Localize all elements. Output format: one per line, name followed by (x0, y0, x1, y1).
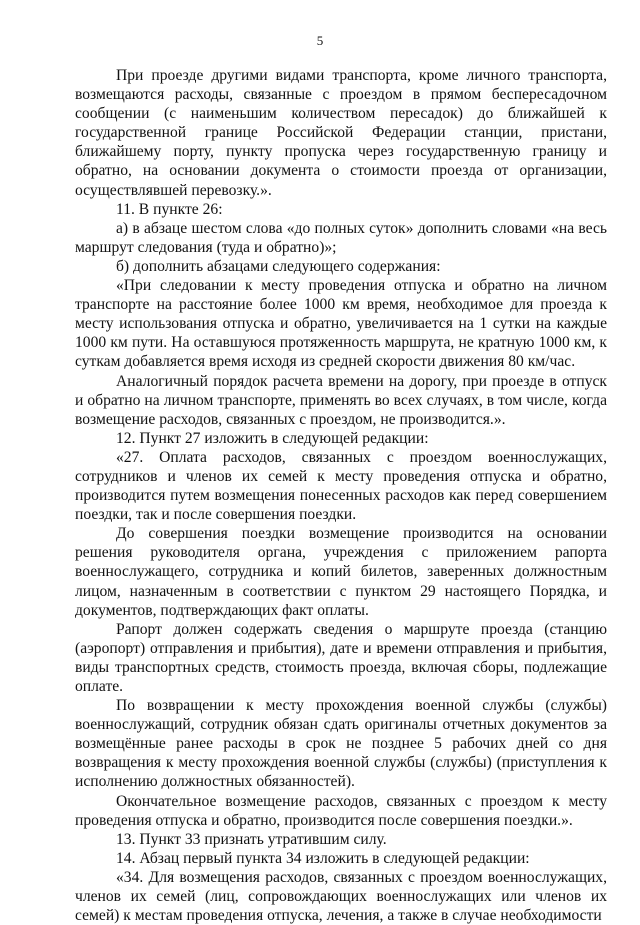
paragraph: 12. Пункт 27 изложить в следующей редакции: (116, 429, 429, 447)
page-number: 5 (316, 33, 324, 48)
paragraph: Аналогичный порядок расчета времени на дорогу, при проезде в отпуск и обратно на личном транспорте, применять во всех случаях, в том числе, когда возмещение расходов, связанных с проездом, не производится.». (75, 372, 607, 428)
paragraph: 11. В пункте 26: (116, 200, 223, 218)
paragraph: а) в абзаце шестом слова «до полных суток» дополнить словами «на весь маршрут следования (туда и обратно)»; (75, 219, 607, 256)
paragraph: 13. Пункт 33 признать утратившим силу. (116, 830, 387, 848)
paragraph: «При следовании к месту проведения отпуска и обратно на личном транспорте на расстояние более 1000 км время, необходимое для проезда к месту использования отпуска и обратно, увеличивается на 1 сутки на каждые 1000 км пути. На оставшуюся протяженность маршрута, не кратную 1000 км, к суткам добавляется время исходя из средней скорости движения 80 км/час. (75, 277, 607, 371)
paragraph: б) дополнить абзацами следующего содержания: (116, 257, 441, 275)
paragraph: Рапорт должен содержать сведения о маршруте проезда (станцию (аэропорт) отправления и прибытия), дате и времени отправления и прибытия, виды транспортных средств, стоимость проезда, включая сборы, подлежащие оплате. (75, 620, 607, 695)
document-body (75, 66, 607, 925)
paragraph: До совершения поездки возмещение производится на основании решения руководителя органа, учреждения с приложением рапорта военнослужащего, сотрудника и копий билетов, заверенных должностным лицом, назначенным в соответствии с пунктом 29 настоящего Порядка, и документов, подтверждающих факт оплаты. (75, 525, 607, 619)
paragraph: Окончательное возмещение расходов, связанных с проездом к месту проведения отпуска и обратно, производится после совершения поездки.». (75, 792, 607, 829)
paragraph: «27. Оплата расходов, связанных с проездом военнослужащих, сотрудников и членов их семей к месту проведения отпуска и обратно, производится путем возмещения понесенных расходов как перед совершением поездки, так и после совершения поездки. (75, 448, 607, 524)
paragraph: По возвращении к месту прохождения военной службы (службы) военнослужащий, сотрудник обязан сдать оригиналы отчетных документов за возмещённые ранее расходы в срок не позднее 5 рабочих дней со дня возвращения к месту прохождения военной службы (службы) (приступления к исполнению должностных обязанностей). (75, 697, 607, 791)
paragraph: 14. Абзац первый пункта 34 изложить в следующей редакции: (116, 849, 530, 867)
paragraph: «34. Для возмещения расходов, связанных с проездом военнослужащих, членов их семей (лиц, сопровождающих военнослужащих или членов их семей) к местам проведения отпуска, лечения, а также в случае необходимости (75, 868, 607, 925)
paragraph: При проезде другими видами транспорта, кроме личного транспорта, возмещаются расходы, связанные с проездом в прямом беспересадочном сообщении (с наименьшим количеством пересадок) до ближайшей к государственной границе Российской Федерации станции, пристани, ближайшему порту, пункту пропуска через государственную границу и обратно, на основании документа о стоимости проезда от организации, осуществлявшей перевозку.». (75, 67, 607, 199)
